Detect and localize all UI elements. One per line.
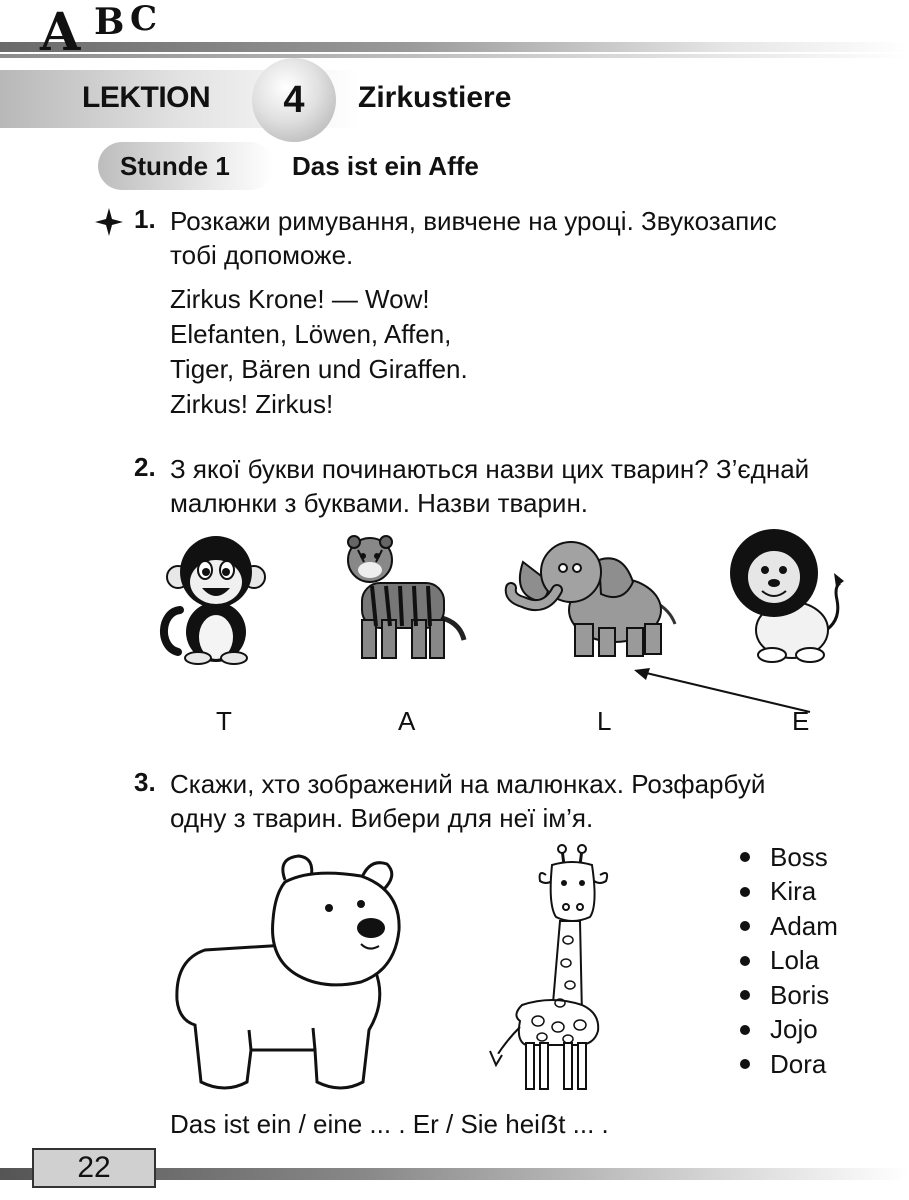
page-number: 22 [32, 1148, 156, 1188]
lektion-label: LEKTION [82, 81, 211, 114]
bullet-icon [740, 921, 750, 931]
letter-option[interactable]: T [216, 706, 232, 736]
exercise3-line1: Скажи, хто зображений на малюнках. Розфарбуй [170, 769, 766, 799]
letter-option[interactable]: A [398, 706, 416, 736]
letter-option[interactable]: L [597, 706, 612, 736]
bullet-icon [740, 1059, 750, 1069]
lion-picture[interactable] [722, 525, 857, 665]
elephant-picture[interactable] [505, 532, 680, 662]
bullet-icon [740, 1025, 750, 1035]
exercise2-line2: малюнки з буквами. Назви тварин. [170, 488, 589, 518]
svg-text:A: A [40, 2, 81, 63]
svg-text:B: B [94, 1, 125, 43]
rhyme-line: Zirkus Krone! — Wow! [170, 284, 430, 314]
exercise2-number: 2. [134, 452, 156, 482]
rhyme-block [170, 282, 468, 422]
list-item[interactable] [740, 1013, 838, 1048]
answer-sentence: Das ist ein / eine ... . Er / Sie heiẞt ... . [170, 1109, 609, 1139]
list-item[interactable] [740, 978, 838, 1013]
exercise1-line1: Розкажи римування, вивчене на уроці. Звукозапис [170, 206, 777, 236]
rhyme-line: Tiger, Bären und Giraffen. [170, 354, 468, 384]
name-option: Boris [770, 979, 830, 1010]
name-option: Kira [770, 876, 817, 907]
bear-picture[interactable] [165, 850, 425, 1100]
rhyme-line: Elefanten, Löwen, Affen, [170, 319, 452, 349]
connection-arrow [620, 660, 820, 720]
rhyme-line: Zirkus! Zirkus! [170, 389, 334, 419]
list-item[interactable] [740, 875, 838, 910]
giraffe-picture[interactable] [482, 845, 622, 1095]
name-option: Adam [770, 910, 838, 941]
stunde-label: Stunde 1 [120, 151, 230, 181]
list-item[interactable] [740, 1047, 838, 1082]
letter-option[interactable]: E [792, 706, 810, 736]
lektion-title: Zirkustiere [358, 81, 512, 114]
bullet-icon [740, 852, 750, 862]
name-option: Boss [770, 841, 828, 872]
star-icon [92, 205, 126, 239]
list-item[interactable] [740, 944, 838, 979]
name-option: Dora [770, 1048, 827, 1079]
list-item[interactable] [740, 840, 838, 875]
name-option: Lola [770, 945, 820, 976]
bullet-icon [740, 956, 750, 966]
exercise1-number: 1. [134, 204, 156, 234]
exercise2-line1: З якої букви починаються назви цих тварин? З’єднай [170, 454, 810, 484]
exercise3-number: 3. [134, 767, 156, 797]
exercise3-line2: одну з тварин. Вибери для неї ім’я. [170, 803, 594, 833]
stunde-title: Das ist ein Affe [292, 151, 479, 181]
name-option: Jojo [770, 1014, 818, 1045]
monkey-picture[interactable] [158, 532, 268, 667]
bullet-icon [740, 887, 750, 897]
tiger-picture[interactable] [342, 528, 467, 663]
exercise1-line2: тобі допоможе. [170, 240, 354, 270]
abc-logo [38, 0, 168, 63]
lektion-number-badge: 4 [252, 58, 336, 142]
list-item[interactable] [740, 909, 838, 944]
names-list [740, 840, 838, 1082]
svg-text:C: C [130, 0, 158, 39]
bullet-icon [740, 990, 750, 1000]
